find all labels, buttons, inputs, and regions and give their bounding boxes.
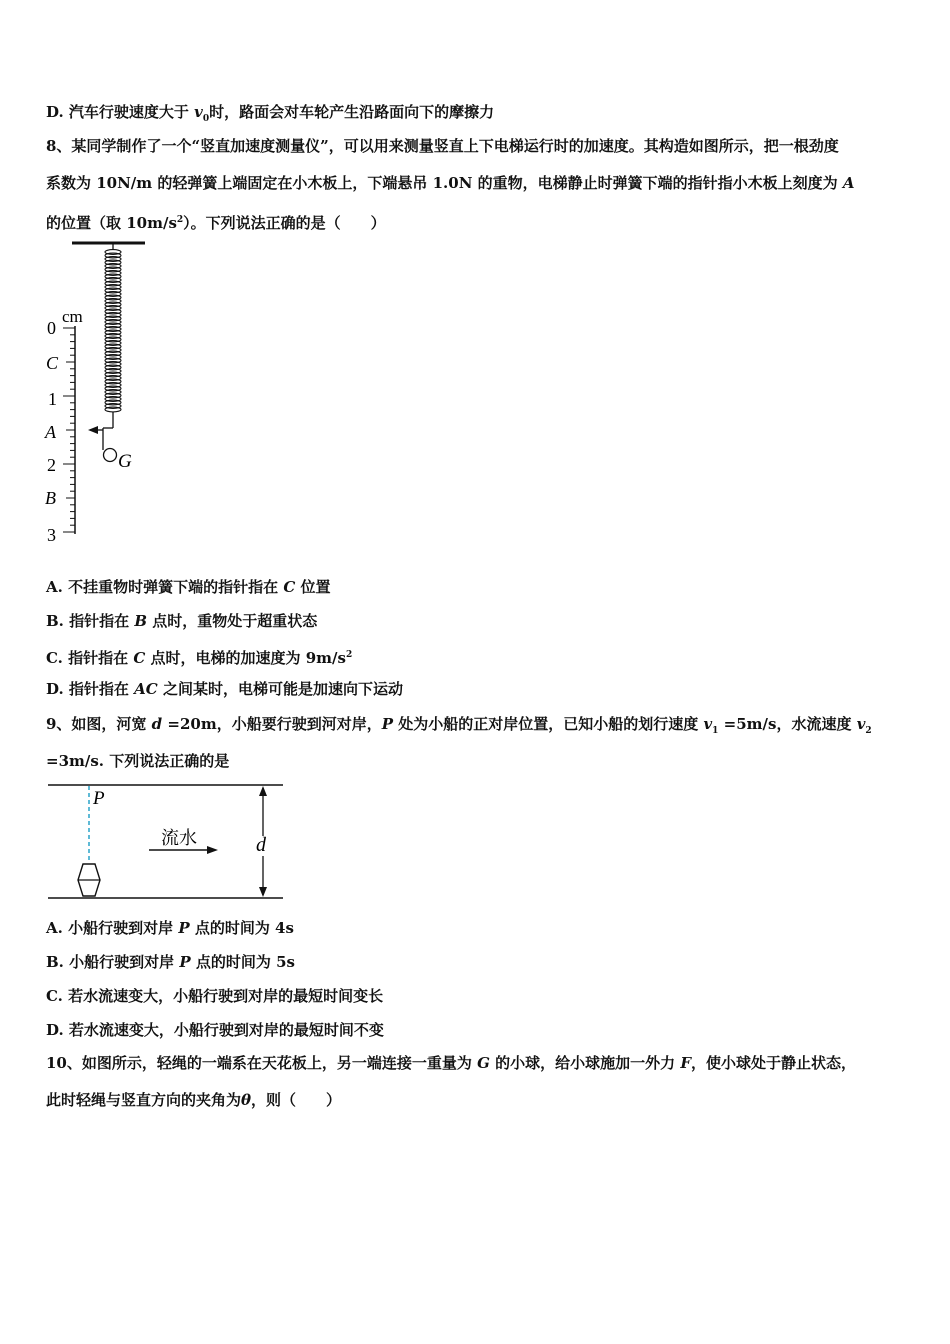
spring-coil bbox=[105, 407, 121, 412]
q9-stem-line1 bbox=[46, 714, 908, 741]
text: D. 指针指在 bbox=[46, 680, 135, 698]
q8-option-a bbox=[46, 577, 908, 597]
text: 之间某时，电梯可能是加速向下运动 bbox=[157, 680, 403, 698]
scale-label-3: 3 bbox=[47, 525, 56, 545]
q9-option-a bbox=[46, 918, 908, 938]
text: C. 指针指在 bbox=[46, 649, 134, 667]
var-theta: θ bbox=[241, 1091, 252, 1109]
scale-label-0: 0 bbox=[47, 318, 56, 338]
d-label: d bbox=[256, 834, 266, 856]
q8-option-d bbox=[46, 679, 908, 699]
subscript: 0 bbox=[202, 114, 210, 124]
text: ，使小球处于静止状态， bbox=[691, 1054, 857, 1072]
var-p: P bbox=[381, 715, 393, 733]
q9-option-c: C. 若水流速变大，小船行驶到对岸的最短时间变长 bbox=[46, 987, 384, 1005]
var: C bbox=[283, 578, 296, 596]
superscript: 2 bbox=[176, 215, 184, 225]
var-v: v bbox=[194, 103, 203, 121]
width-arrow-top bbox=[259, 786, 267, 796]
weight-label: G bbox=[118, 451, 132, 472]
width-arrow-bottom bbox=[259, 887, 267, 897]
text: 系数为 10N/m 的轻弹簧上端固定在小木板上，下端悬吊 1.0N 的重物，电梯静止时弹簧下端的指针指小木板上刻度为 bbox=[46, 174, 843, 192]
scale-unit: cm bbox=[62, 307, 83, 326]
text: =5m/s，水流速度 bbox=[718, 715, 857, 733]
q8-option-c bbox=[46, 645, 908, 668]
p-label: P bbox=[93, 788, 105, 809]
text: ，则（ ） bbox=[251, 1091, 342, 1109]
var-a: A bbox=[842, 174, 855, 192]
text: D. 汽车行驶速度大于 bbox=[46, 103, 195, 121]
text: A. 不挂重物时弹簧下端的指针指在 bbox=[46, 578, 284, 596]
q8-spring-figure bbox=[40, 236, 170, 548]
text: ）。下列说法正确的是（ ） bbox=[183, 214, 386, 232]
q10-stem-line2 bbox=[46, 1090, 908, 1110]
text: =20m，小船要行驶到河对岸， bbox=[162, 715, 382, 733]
spring-coils bbox=[105, 250, 121, 412]
text: 此时轻绳与竖直方向的夹角为 bbox=[46, 1091, 242, 1109]
q9-option-b bbox=[46, 952, 908, 972]
text: A. 小船行驶到对岸 bbox=[46, 919, 179, 937]
var: B bbox=[134, 612, 148, 630]
var: AC bbox=[134, 680, 158, 698]
var-g: G bbox=[477, 1054, 490, 1072]
text: 点的时间为 5s bbox=[190, 953, 295, 971]
q9-river-figure bbox=[40, 780, 290, 904]
text: 点时，重物处于超重状态 bbox=[147, 612, 318, 630]
weight-g bbox=[104, 449, 117, 462]
q10-stem-line1 bbox=[46, 1053, 908, 1073]
scale-label-2: 2 bbox=[47, 455, 56, 475]
scale-ticks bbox=[63, 328, 75, 532]
text: B. 指针指在 bbox=[46, 612, 135, 630]
var: P bbox=[178, 919, 190, 937]
text: 的小球，给小球施加一外力 bbox=[489, 1054, 681, 1072]
text: 时，路面会对车轮产生沿路面向下的摩擦力 bbox=[209, 103, 495, 121]
text: 处为小船的正对岸位置，已知小船的划行速度 bbox=[393, 715, 704, 733]
scale-label-b: B bbox=[45, 488, 56, 508]
q9-stem-line2: =3m/s. 下列说法正确的是 bbox=[46, 752, 230, 770]
flow-label: 流水 bbox=[161, 828, 197, 848]
q7-option-d bbox=[46, 102, 908, 129]
subscript: 1 bbox=[712, 726, 719, 736]
scale-label-a: A bbox=[45, 422, 56, 442]
text: 位置 bbox=[295, 578, 331, 596]
q8-stem-line1: 8、某同学制作了一个“竖直加速度测量仪”，可以用来测量竖直上下电梯运行时的加速度。其构造如图所示，把一根劲度 bbox=[46, 137, 839, 155]
var-d: d bbox=[151, 715, 163, 733]
q8-stem-line2 bbox=[46, 173, 908, 193]
var: P bbox=[179, 953, 191, 971]
q8-stem-line3 bbox=[46, 210, 908, 233]
scale-label-c: C bbox=[46, 353, 59, 373]
text: 点时，电梯的加速度为 9m/s bbox=[145, 649, 346, 667]
superscript: 2 bbox=[345, 650, 353, 660]
pointer-arrow bbox=[88, 426, 98, 434]
var-v2: v bbox=[856, 715, 866, 733]
flow-arrow-head bbox=[207, 846, 218, 854]
subscript: 2 bbox=[865, 726, 872, 736]
text: 点的时间为 4s bbox=[189, 919, 294, 937]
text: B. 小船行驶到对岸 bbox=[46, 953, 180, 971]
var-v1: v bbox=[703, 715, 713, 733]
scale-label-1: 1 bbox=[48, 389, 57, 409]
var: C bbox=[133, 649, 146, 667]
text: 10、如图所示，轻绳的一端系在天花板上，另一端连接一重量为 bbox=[46, 1054, 478, 1072]
text: 的位置（取 10m/s bbox=[46, 214, 177, 232]
q9-option-d: D. 若水流速变大，小船行驶到对岸的最短时间不变 bbox=[46, 1021, 384, 1039]
q8-option-b bbox=[46, 611, 908, 631]
text: 9、如图，河宽 bbox=[46, 715, 152, 733]
var-f: F bbox=[680, 1054, 692, 1072]
